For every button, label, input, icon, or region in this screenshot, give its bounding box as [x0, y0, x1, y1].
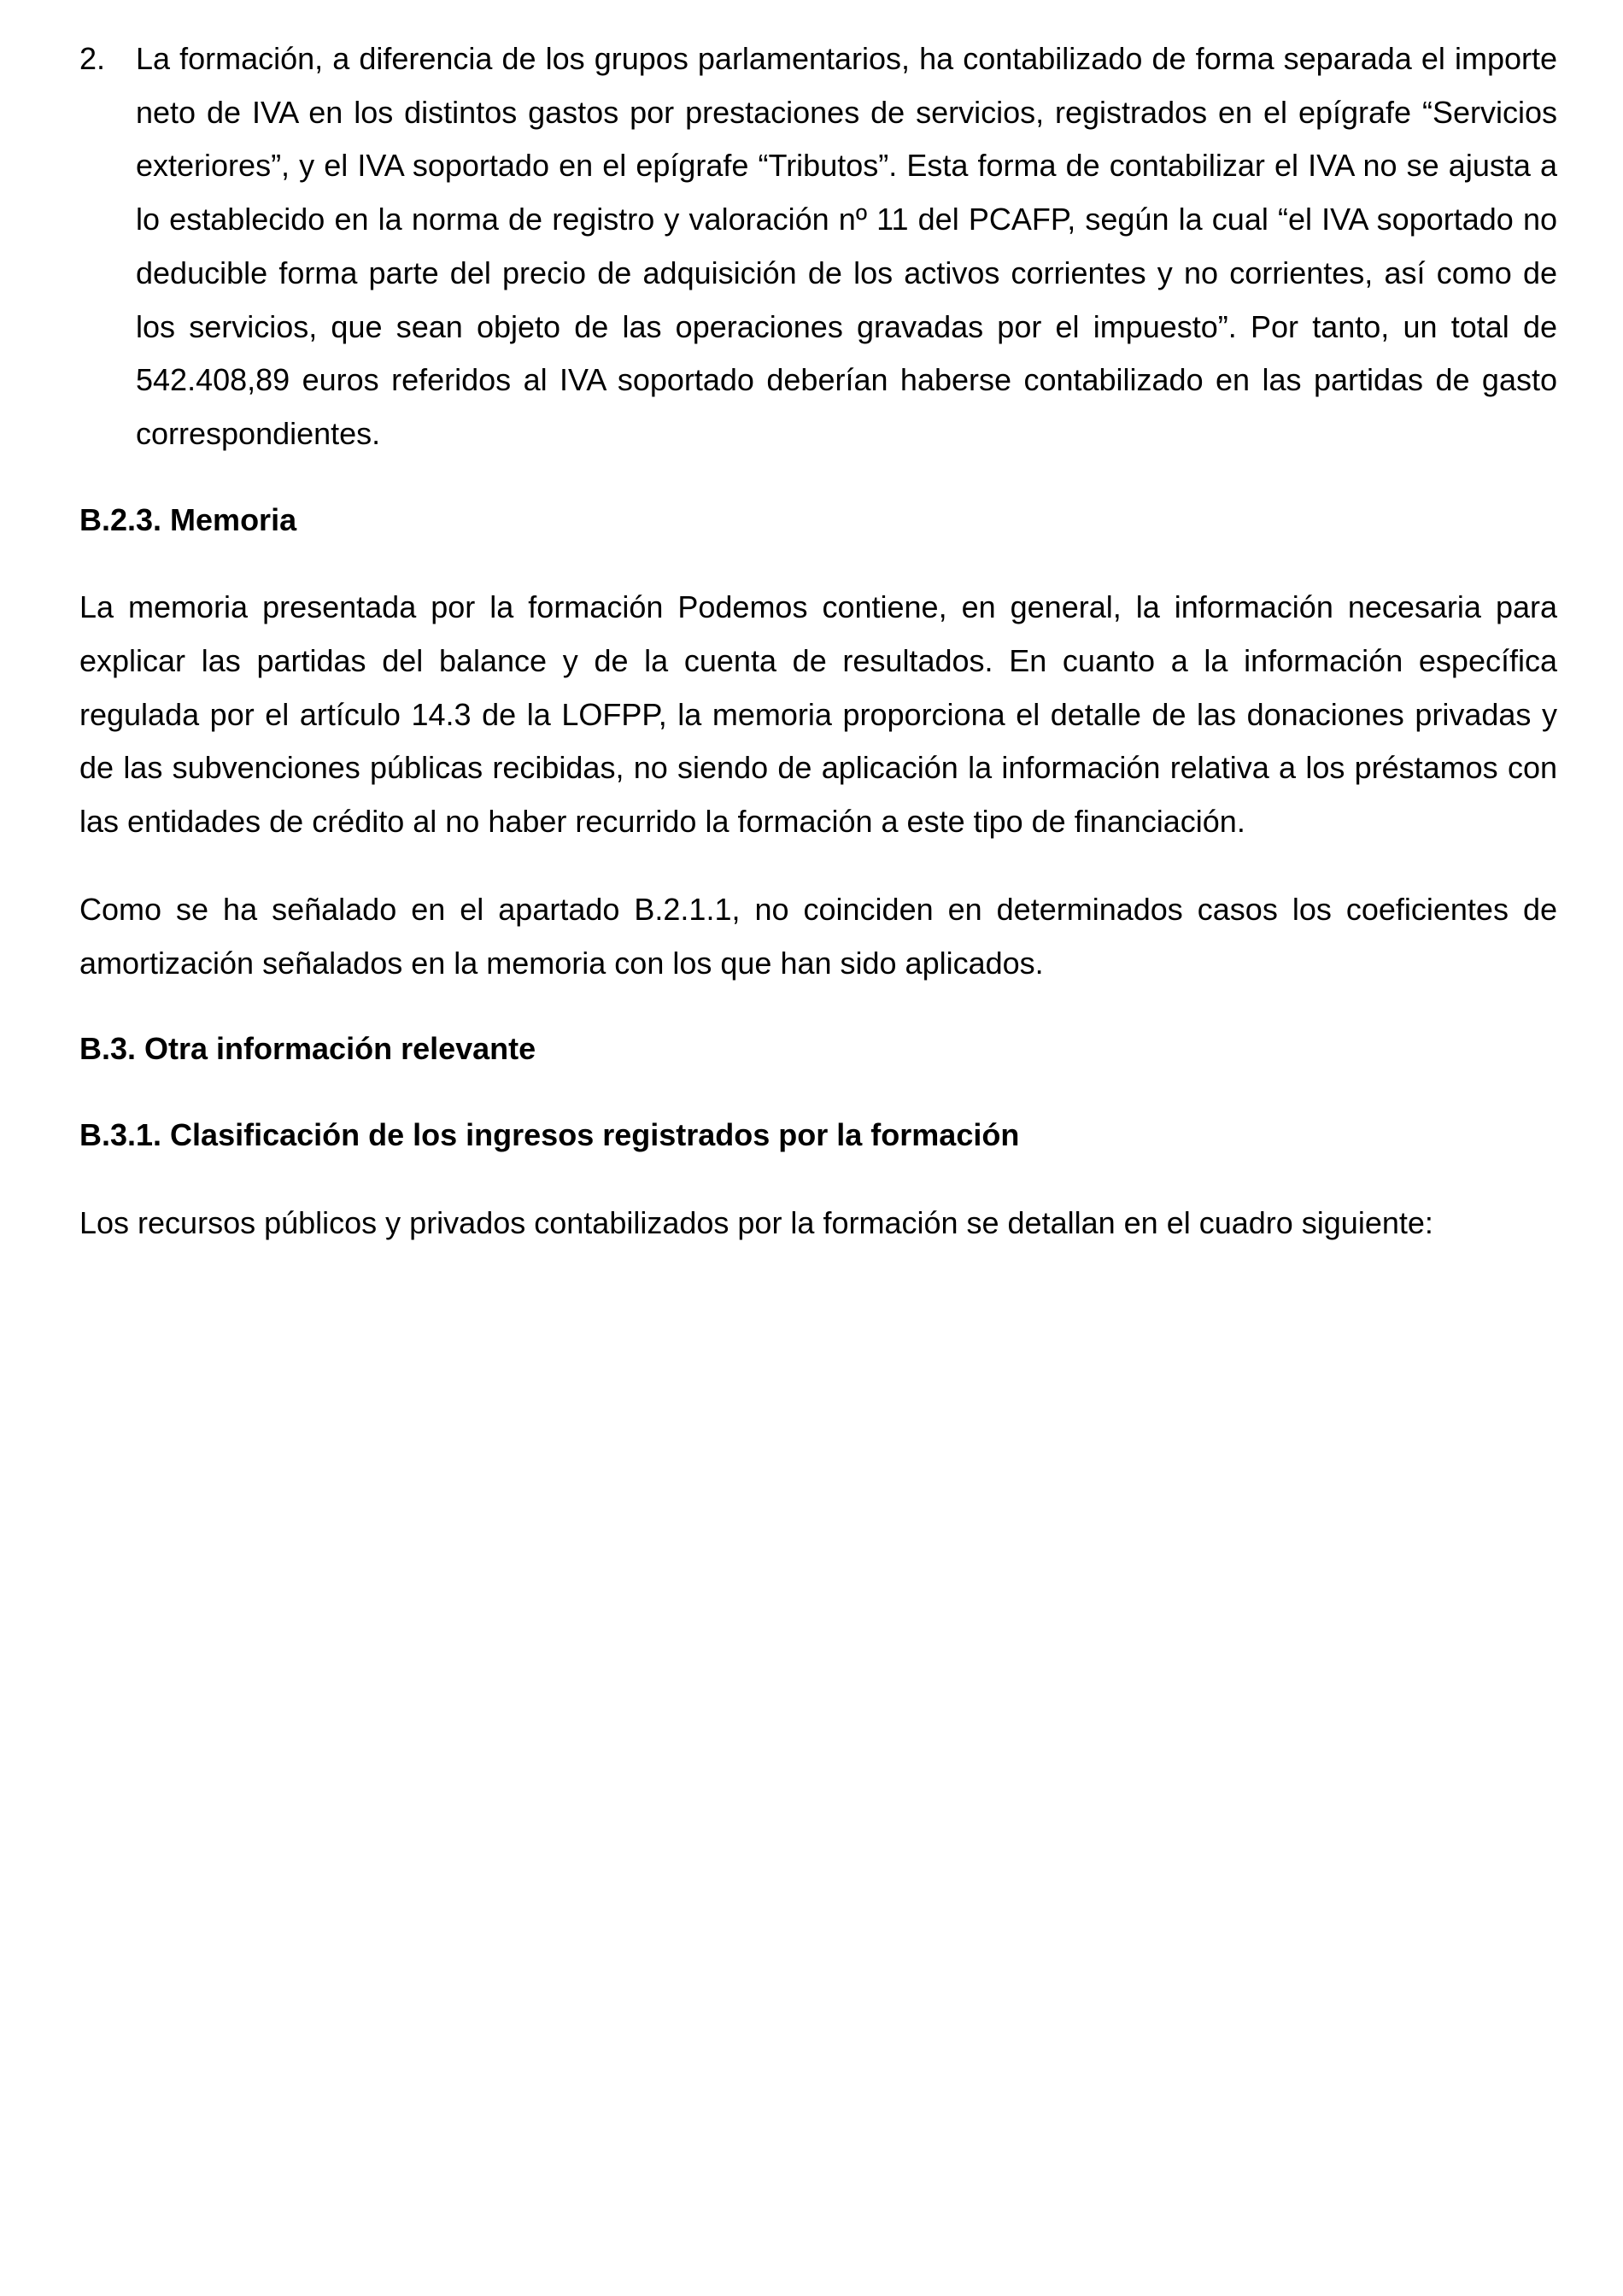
- list-item-2: [79, 32, 1557, 461]
- list-item-text: La formación, a diferencia de los grupos parlamentarios, ha contabilizado de forma separada el importe neto de IVA en los distintos gastos por prestaciones de servicios, registrados en el epígrafe “Servicios exteriores”, y el IVA soportado en el epígrafe “Tributos”. Esta forma de contabilizar el IVA no se ajusta a lo establecido en la norma de registro y valoración nº 11 del PCAFP, según la cual “el IVA soportado no deducible forma parte del precio de adquisición de los activos corrientes y no corrientes, así como de los servicios, que sean objeto de las operaciones gravadas por el impuesto”. Por tanto, un total de 542.408,89 euros referidos al IVA soportado deberían haberse contabilizado en las partidas de gasto correspondientes.: [136, 41, 1557, 451]
- heading-otra-informacion: B.3. Otra información relevante: [79, 1031, 536, 1067]
- heading-clasificacion-ingresos: B.3.1. Clasificación de los ingresos registrados por la formación: [79, 1116, 1020, 1152]
- document-page: [79, 32, 1557, 1250]
- paragraph-memoria-1: La memoria presentada por la formación Podemos contiene, en general, la información necesaria para explicar las partidas del balance y de la cuenta de resultados. En cuanto a la información específica regulada por el artículo 14.3 de la LOFPP, la memoria proporciona el detalle de las donaciones privadas y de las subvenciones públicas recibidas, no siendo de aplicación la información relativa a los préstamos con las entidades de crédito al no haber recurrido la formación a este tipo de financiación.: [79, 589, 1557, 840]
- heading-memoria: B.2.3. Memoria: [79, 501, 297, 537]
- paragraph-memoria-2: Como se ha señalado en el apartado B.2.1.1, no coinciden en determinados casos los coeficientes de amortización señalados en la memoria con los que han sido aplicados.: [79, 891, 1557, 981]
- paragraph-recursos: Los recursos públicos y privados contabilizados por la formación se detallan en el cuadro siguiente:: [79, 1204, 1433, 1240]
- list-item-number: 2.: [79, 41, 106, 76]
